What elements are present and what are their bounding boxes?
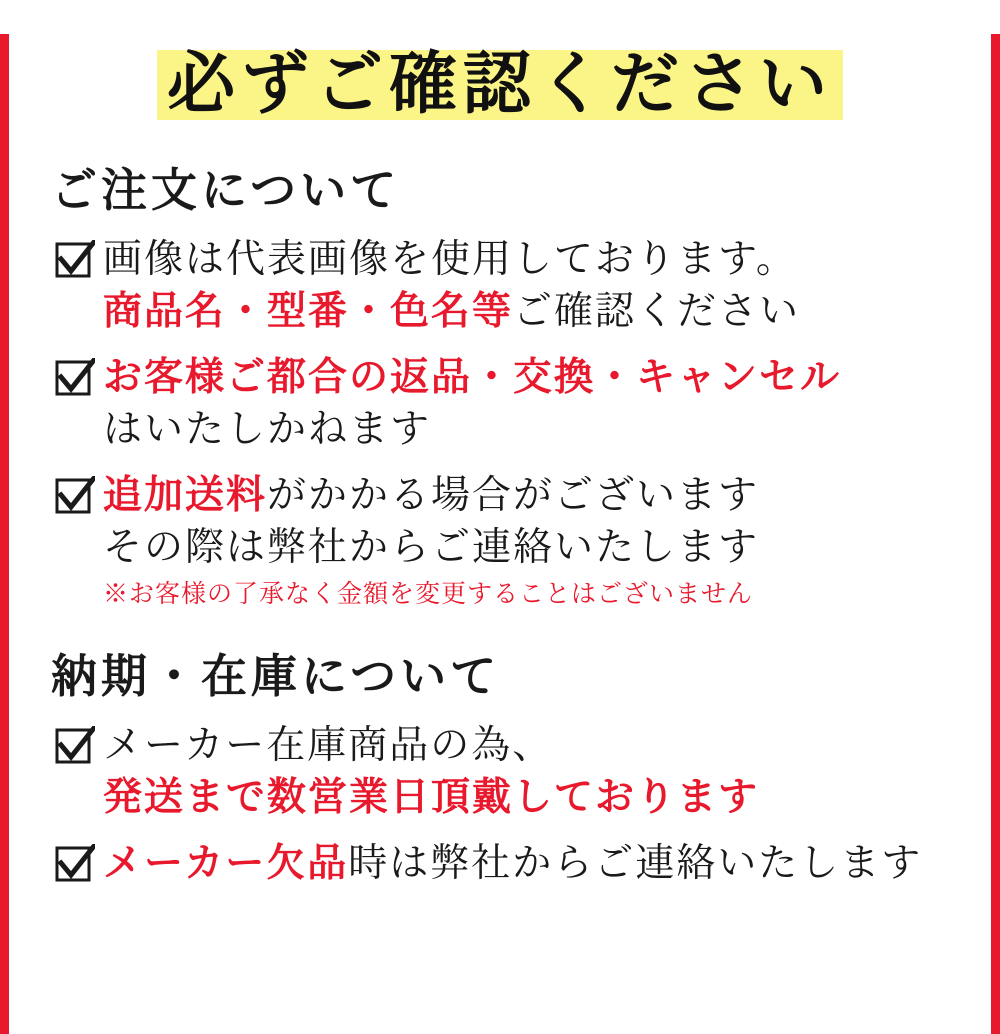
list-item-text [103, 234, 963, 338]
text-span: 時は弊社からご連絡いたします [348, 842, 923, 885]
text-span-red: 商品名・型番・色名等 [103, 290, 514, 333]
list-item-text [103, 720, 963, 824]
list-item-text [103, 838, 963, 890]
text-line: その際は弊社からご連絡いたします [103, 526, 760, 569]
text-span-red: メーカー欠品 [103, 842, 349, 885]
checkbox-checked-icon [55, 726, 95, 766]
text-line [103, 838, 963, 890]
text-line [103, 470, 963, 522]
text-line: はいたしかねます [103, 408, 432, 451]
list-item [55, 234, 963, 338]
list-item-text [103, 352, 963, 456]
list-item [55, 838, 963, 890]
section-heading-order: ご注文について [51, 165, 401, 216]
list-item [55, 720, 963, 824]
section-heading-delivery: 納期・在庫について [51, 651, 501, 702]
text-line: お客様ご都合の返品・交換・キャンセル [103, 356, 842, 399]
section-delivery [37, 640, 963, 890]
notice-content [9, 34, 991, 1034]
list-item [55, 470, 963, 614]
text-line [103, 234, 963, 286]
text-span: 画像は代表画像を使用しております。 [103, 238, 797, 281]
checkbox-checked-icon [55, 476, 95, 516]
checkbox-checked-icon [55, 358, 95, 398]
text-line [103, 286, 963, 338]
page-title [37, 34, 963, 142]
list-item-text [103, 470, 963, 614]
text-span: がかかる場合がございます [267, 474, 760, 517]
list-item [55, 352, 963, 456]
title-text: 必ずご確認ください [166, 46, 833, 122]
section-order [37, 154, 963, 614]
notice-page [0, 34, 1000, 1034]
footnote: ※お客様の了承なく金額を変更することはございません [103, 581, 754, 608]
checkbox-checked-icon [55, 240, 95, 280]
text-span: ご確認ください [513, 290, 801, 333]
text-line: 発送まで数営業日頂戴しております [103, 776, 760, 819]
checkbox-checked-icon [55, 844, 95, 884]
text-span-red: 追加送料 [103, 474, 268, 517]
text-line: メーカー在庫商品の為、 [103, 724, 554, 767]
